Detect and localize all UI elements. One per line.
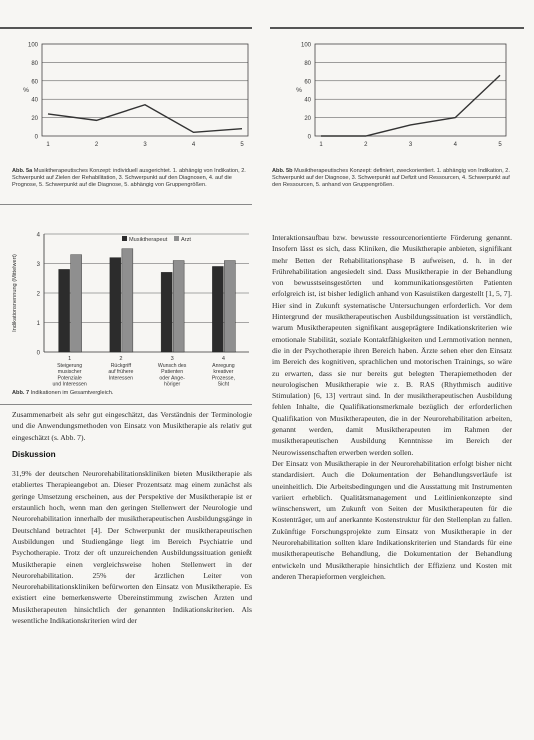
x-category-label: Rückgriff bbox=[110, 363, 132, 369]
figure-5b-caption bbox=[272, 168, 512, 190]
x-category-label: Sicht bbox=[217, 381, 230, 388]
x-category-label: kreativer bbox=[213, 369, 234, 376]
right-body-paragraph-2: Der Einsatz von Musiktherapie in der Neurorehabilitation erfolgt bisher nicht standardisiert. Auch die Dokumentation der Behandlungsverläufe ist uneinheitlich. Die Arbeitsbedingungen und die Ausstattung mit Instrumenten variiert erheblich. Qualitätsmanagement und Leitlinienkonzepte sind wünschenswert, um Zukunft von Seiten der Musiktherapeuten für die Kostenträger, um auf anerkannte Kostenstruktur für den Stellenplan zu fallen. Zukünftige Forschungsprojekte zum Einsatz von Musiktherapie in der Neurorehabilitation sollten klare Indikationskriterien und Standards für eine musiktherapeutische Behandlung, die Dokumentation der Behandlung entwickeln und Musiktherapie hinsichtlich der Effizienz und Kosten mit anderen Therapieformen vergleichen. bbox=[272, 458, 512, 581]
figure-5b-text: Musiktherapeutisches Konzept: definiert, zweckorientiert. 1. abhängig von Indikation, 2. Schwerpunkt auf der Diagnose, 3. Schwerpunkt auf Defizit und Ressourcen, 4. Schwerpunkt auf den Ressourcen, 5. anhand von Gruppengrößen. bbox=[272, 168, 510, 189]
x-category-label: Anregung bbox=[212, 363, 235, 369]
left-intro-paragraph: Zusammenarbeit als sehr gut eingeschätzt, das Verständnis der Terminologie und die Anwendungsmethoden von Einsatz von Musiktherapie als relativ gut eingeschätzt (s. Abb. 7). bbox=[12, 410, 252, 442]
x-category-number: 4 bbox=[221, 356, 225, 362]
bar-arzt bbox=[122, 249, 133, 352]
bar-musiktherapeut bbox=[161, 272, 172, 352]
data-line bbox=[321, 75, 500, 136]
figure-7-caption bbox=[12, 390, 252, 397]
y-axis-label: Indikationsnennung (Mittelwert) bbox=[12, 254, 18, 332]
y-tick-label: 0 bbox=[36, 350, 40, 357]
legend-swatch bbox=[174, 236, 179, 241]
x-category-label: oder Ange- bbox=[159, 375, 185, 382]
y-tick-label: 80 bbox=[31, 60, 38, 67]
y-tick-label: 40 bbox=[304, 97, 311, 104]
right-body-paragraph-1: Interaktionsaufbau bzw. bewusste ressourcenorientierte Förderung genannt. Insofern lässt es sich, dass Kliniken, die Musiktherapie anbieten, signifikant mehr Betten der Rehabilitationsphase B aufweisen, d. h. in der Frührehabilitation angesiedelt sind. Dass Musiktherapie in der Behandlung von bewusstseinsgestörten und kommunikationsgestörten Patienten erfolgreich ist, ist bisher lediglich anhand von Kasuistiken dargestellt [1, 5, 7]. Hier sind in Zukunft systematische Untersuchungen erforderlich. Vor dem Hintergrund der musiktherapeutischen Ausbildungssituation ist verständlich, warum Musiktherapeuten signifikant ausgeprägtere Indikationskriterien wie emotionale Stabilität, soziale Kontaktfähigkeiten und Lernmotivation nennen, die in der Psychotherapie ihren Bereich haben. Ärzte sehen eher den Einsatz im Bereich des kognitiven, sprachlichen und motorischen Trainings, so wäre zu erwarten, dass sie nur bereits gut belegten Therapiemethoden der neurologischen Musiktherapie wie z. B. RAS (Rhythmisch auditive Stimulation) [6, 13] vertraut sind. In der musiktherapeutischen Ausbildung fehlen Inhalte, die Qualifikationsmerkmale bezüglich der erforderlichen Qualifikation von Musiktherapeuten, die in der Neurorehabilitation arbeiten, genannt werden, damit Musiktherapeuten im Rahmen der musiktherapeutischen Ausbildung Kenntnisse im Bereich der Neurowissenschaften erwerben werden sollen. bbox=[272, 233, 512, 457]
legend-swatch bbox=[122, 236, 127, 241]
x-tick-label: 2 bbox=[364, 142, 368, 148]
left-column bbox=[12, 409, 252, 626]
y-tick-label: 80 bbox=[304, 60, 311, 67]
y-tick-label: 0 bbox=[34, 134, 38, 141]
legend-label: Arzt bbox=[181, 237, 191, 243]
y-tick-label: 1 bbox=[36, 321, 40, 327]
x-tick-label: 2 bbox=[94, 142, 99, 148]
y-tick-label: 2 bbox=[36, 291, 40, 298]
x-category-label: Potenziale bbox=[57, 375, 82, 382]
x-tick-label: 3 bbox=[408, 142, 413, 148]
y-tick-label: 20 bbox=[304, 116, 311, 123]
bar-musiktherapeut bbox=[110, 258, 121, 352]
y-axis-label: % bbox=[296, 87, 302, 94]
x-tick-label: 5 bbox=[498, 142, 502, 148]
bar-arzt bbox=[224, 261, 235, 352]
figure-5b-label: Abb. 5b bbox=[272, 168, 293, 174]
y-tick-label: 100 bbox=[300, 42, 311, 49]
figure-5a-label: Abb. 5a bbox=[12, 168, 33, 174]
bar-arzt bbox=[173, 261, 184, 352]
x-category-label: Steigerung bbox=[57, 363, 83, 369]
y-tick-label: 0 bbox=[307, 134, 311, 141]
x-category-label: musischer bbox=[57, 369, 82, 376]
left-body-paragraph: 31,9% der deutschen Neurorehabilitationskliniken bieten Musiktherapie als etabliertes Therapieangebot an. Dieser Prozentsatz mag einem zunächst als geringe Umsetzung erscheinen, aus der Perspektive der Musiktherapie ist er erstaunlich hoch, wenn man den geringen Stellenwert der Neurologie und Neurorehabilitation innerhalb der musiktherapeutischen Ausbildungsgänge in Deutschland betrachtet [4]. Der Schwerpunkt der musiktherapeutischen Ausbildungen und Studiengänge liegt im Bereich Psychiatrie und Psychotherapie. Trotz der oft unzureichenden Ausbildungssituation genießt Musiktherapie einen vergleichsweise hohen Stellenwert in der Neurorehabilitation. 25% der ärztlichen Leiter von Neurorehabilitationskliniken befürworten den Einsatz von Musiktherapie. Es existiert eine bemerkenswerte Übereinstimmung zwischen Ärzten und Musiktherapeuten hinsichtlich der genannten Indikationskriterien. Als wesentliche Indikationskriterien wird der bbox=[12, 469, 252, 626]
top-rule-left bbox=[0, 27, 252, 29]
x-category-label: auf frühere bbox=[108, 369, 134, 376]
x-category-number: 2 bbox=[119, 356, 123, 362]
y-tick-label: 20 bbox=[31, 116, 38, 123]
x-tick-label: 4 bbox=[453, 142, 457, 148]
data-line bbox=[48, 105, 242, 133]
figure-5a bbox=[12, 36, 252, 161]
figure-5b bbox=[285, 36, 510, 161]
bar-musiktherapeut bbox=[59, 269, 70, 352]
line-chart-5b bbox=[285, 36, 510, 161]
x-tick-label: 4 bbox=[191, 142, 196, 148]
divider-left-2 bbox=[0, 404, 252, 405]
x-category-number: 1 bbox=[68, 356, 72, 362]
figure-7 bbox=[4, 228, 254, 388]
figure-7-text: Indikationen im Gesamtvergleich. bbox=[30, 390, 114, 396]
x-tick-label: 1 bbox=[319, 142, 323, 148]
x-tick-label: 5 bbox=[240, 142, 244, 148]
y-tick-label: 3 bbox=[36, 262, 40, 268]
section-heading-diskussion: Diskussion bbox=[12, 449, 56, 459]
x-category-label: höriger bbox=[164, 381, 181, 388]
x-tick-label: 3 bbox=[143, 142, 147, 148]
bar-musiktherapeut bbox=[212, 266, 223, 352]
plot-frame bbox=[315, 44, 506, 136]
x-tick-label: 1 bbox=[46, 142, 50, 148]
y-tick-label: 60 bbox=[31, 79, 38, 86]
legend-label: Musiktherapeut bbox=[129, 237, 168, 243]
plot-frame bbox=[42, 44, 248, 136]
right-column bbox=[272, 232, 512, 582]
bar-arzt bbox=[71, 255, 82, 352]
y-tick-label: 40 bbox=[31, 97, 38, 104]
y-tick-label: 60 bbox=[304, 79, 311, 86]
bar-chart-7 bbox=[4, 228, 254, 388]
y-tick-label: 100 bbox=[27, 42, 38, 49]
figure-5a-caption bbox=[12, 168, 252, 190]
figure-5a-text: Musiktherapeutisches Konzept: individuell ausgerichtet. 1. abhängig von Indikation, 2. Schwerpunkt auf Zielen der Rehabilitation, 3. Schwerpunkt auf den Diagnosen, 4. auf die Prognose, 5. Schwerpunkt auf die Diagnose, 5. abhängig von Gruppengrößen. bbox=[12, 168, 246, 189]
y-tick-label: 4 bbox=[36, 232, 40, 239]
figure-7-label: Abb. 7 bbox=[12, 390, 30, 396]
divider-left bbox=[0, 204, 252, 205]
line-chart-5a bbox=[12, 36, 252, 161]
x-category-label: Prozesse, bbox=[211, 375, 235, 382]
x-category-number: 3 bbox=[170, 356, 174, 362]
x-category-label: und Interessen bbox=[52, 381, 87, 388]
x-category-label: Patienten bbox=[161, 369, 184, 376]
x-category-label: Interessen bbox=[108, 375, 133, 382]
y-axis-label: % bbox=[23, 87, 29, 94]
x-category-label: Wunsch des bbox=[157, 363, 187, 369]
top-rule-right bbox=[270, 27, 524, 29]
